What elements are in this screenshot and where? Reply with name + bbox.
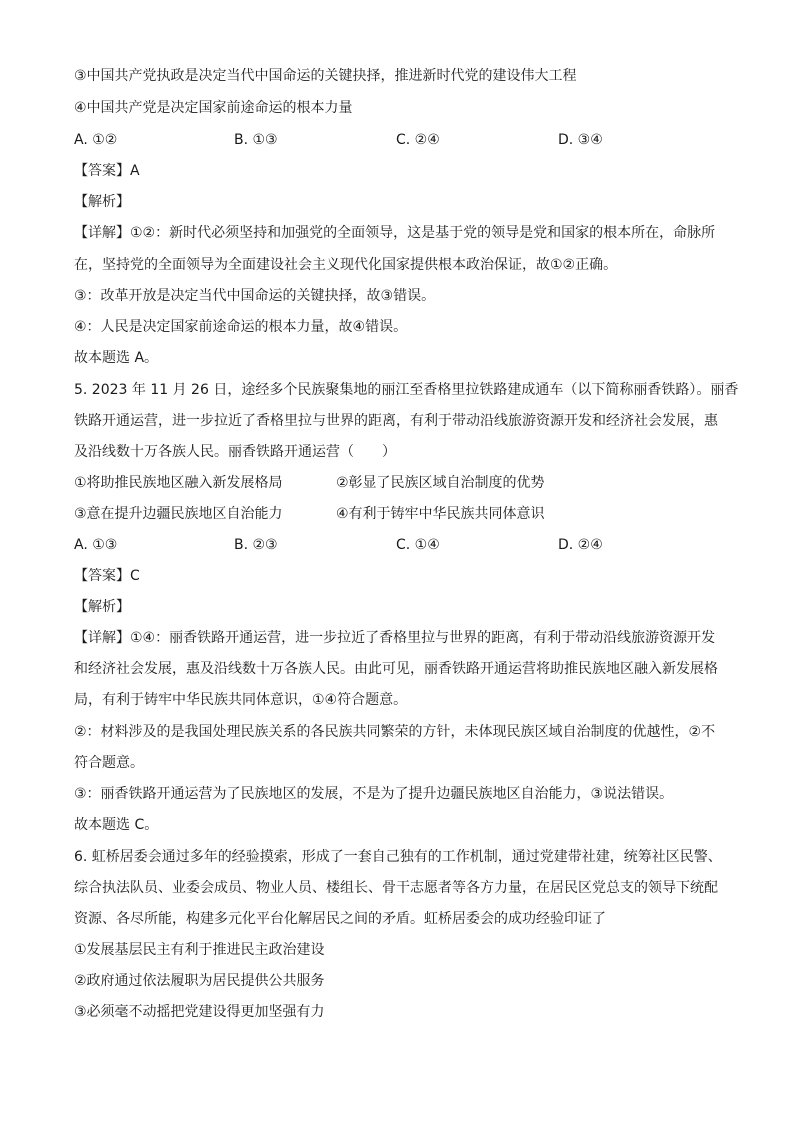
q4-detail-line: 在，坚持党的全面领导为全面建设社会主义现代化国家提供根本政治保证，故①②正确。: [74, 257, 618, 273]
q6-stem-line: 综合执法队员、业委会成员、物业人员、楼组长、骨干志愿者等各方力量，在居民区党总支的领导下统配: [74, 880, 718, 896]
q4-item-3: ③中国共产党执政是决定当代中国命运的关键抉择，推进新时代党的建设伟大工程: [74, 68, 577, 84]
q5-option-b: B. ②③: [234, 537, 278, 553]
q5-stem-line: 铁路开通运营，进一步拉近了香格里拉与世界的距离，有利于带动沿线旅游资源开发和经济社会发展，惠: [74, 413, 718, 429]
q5-detail-line: 符合题意。: [74, 755, 144, 771]
q6-item-1: ①发展基层民主有利于推进民主政治建设: [74, 942, 325, 958]
q4-analysis-label: 【解析】: [74, 194, 130, 210]
q6-stem-line: 资源、各尽所能，构建多元化平台化解居民之间的矛盾。虹桥居委会的成功经验印证了: [74, 911, 606, 927]
q5-stem-line: 及沿线数十万各族人民。丽香铁路开通运营（ ）: [74, 444, 396, 460]
q5-item-3: ③意在提升边疆民族地区自治能力: [74, 506, 283, 522]
q5-stem-line: 5. 2023 年 11 月 26 日，途经多个民族聚集地的丽江至香格里拉铁路建成通车（以下简称丽香铁路）。丽香: [74, 382, 739, 398]
q4-detail-line: ④：人民是决定国家前途命运的根本力量，故④错误。: [74, 319, 408, 335]
q4-item-4: ④中国共产党是决定国家前途命运的根本力量: [74, 100, 353, 116]
q4-option-b: B. ①③: [234, 132, 278, 148]
q5-item-1: ①将助推民族地区融入新发展格局: [74, 475, 283, 491]
q5-detail-line: 局，有利于铸牢中华民族共同体意识，①④符合题意。: [74, 692, 408, 708]
q5-option-d: D. ②④: [558, 537, 603, 553]
q5-detail-line: ②：材料涉及的是我国处理民族关系的各民族共同繁荣的方针，未体现民族区域自治制度的优越性，②不: [74, 724, 716, 740]
q5-answer: 【答案】C: [74, 568, 140, 584]
q4-answer: 【答案】A: [74, 163, 140, 179]
q5-conclusion: 故本题选 C。: [74, 817, 159, 833]
q5-detail-line: 【详解】①④：丽香铁路开通运营，进一步拉近了香格里拉与世界的距离，有利于带动沿线旅游资源开发: [74, 630, 716, 646]
q5-detail-line: ③：丽香铁路开通运营为了民族地区的发展，不是为了提升边疆民族地区自治能力，③说法错误。: [74, 786, 674, 802]
q5-detail-line: 和经济社会发展，惠及沿线数十万各族人民。由此可见，丽香铁路开通运营将助推民族地区融入新发展格: [74, 661, 718, 677]
q5-analysis-label: 【解析】: [74, 599, 130, 615]
q4-option-a: A. ①②: [74, 132, 118, 148]
q6-item-3: ③必须毫不动摇把党建设得更加坚强有力: [74, 1004, 325, 1020]
q4-option-c: C. ②④: [396, 132, 440, 148]
q5-item-4: ④有利于铸牢中华民族共同体意识: [336, 506, 545, 522]
q5-option-a: A. ①③: [74, 537, 118, 553]
q4-option-d: D. ③④: [558, 132, 603, 148]
q5-item-2: ②彰显了民族区域自治制度的优势: [336, 475, 545, 491]
q4-detail-line: 【详解】①②：新时代必须坚持和加强党的全面领导，这是基于党的领导是党和国家的根本所在，命脉所: [74, 225, 716, 241]
q4-conclusion: 故本题选 A。: [74, 350, 159, 366]
q6-stem-line: 6. 虹桥居委会通过多年的经验摸索，形成了一套自己独有的工作机制，通过党建带社建，统筹社区民警、: [74, 849, 722, 865]
q6-item-2: ②政府通过依法履职为居民提供公共服务: [74, 973, 325, 989]
q5-option-c: C. ①④: [396, 537, 440, 553]
q4-detail-line: ③：改革开放是决定当代中国命运的关键抉择，故③错误。: [74, 288, 436, 304]
